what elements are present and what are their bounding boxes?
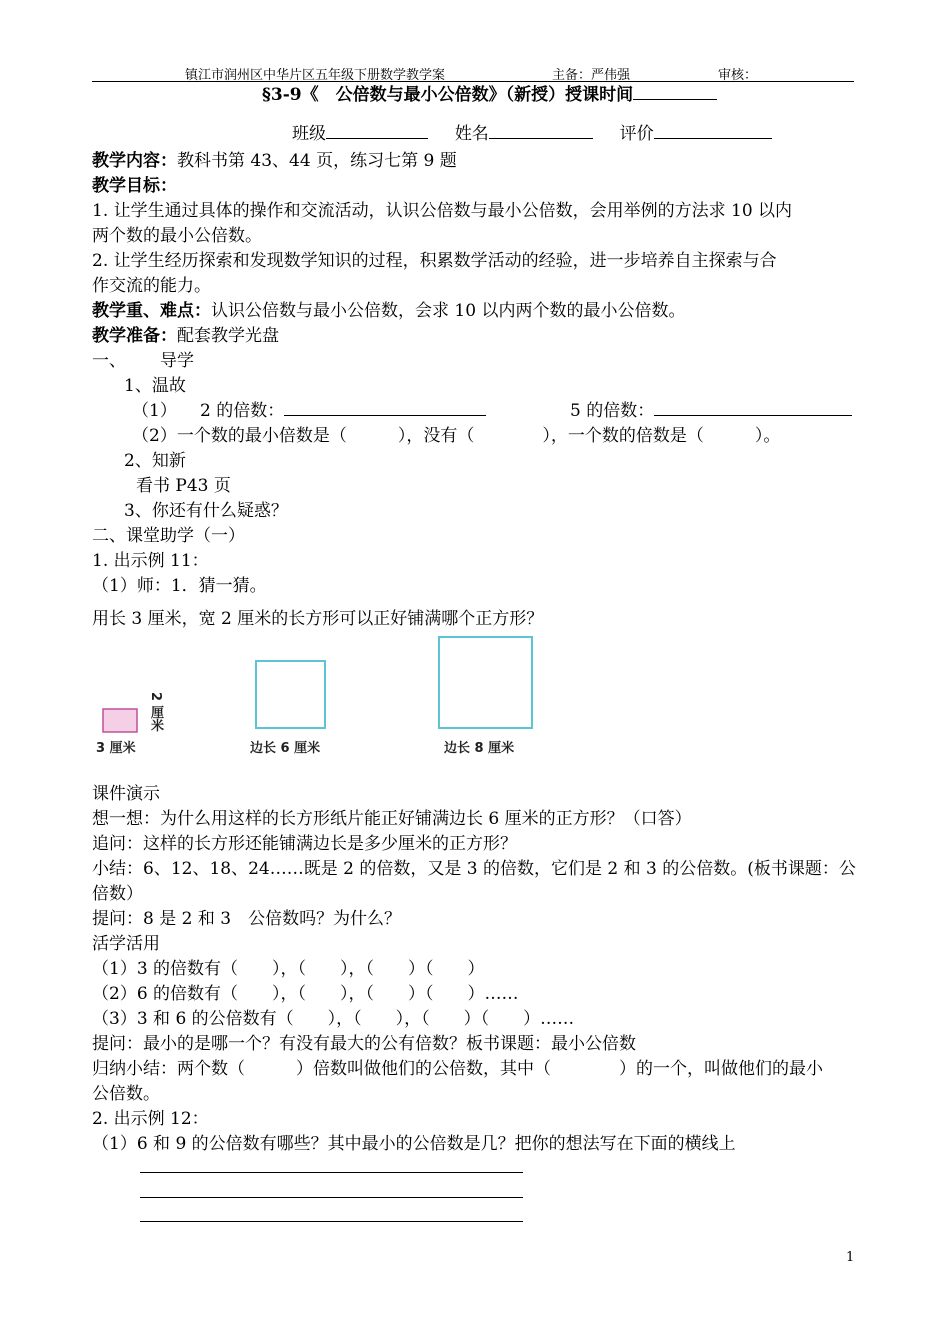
header-rule [92,81,854,82]
lesson-time-blank [633,99,717,100]
class-blank [326,138,428,139]
induce-line1: 归纳小结：两个数（ ）倍数叫做他们的公倍数，其中（ ）的一个，叫做他们的最小 [92,1059,823,1079]
square-side-6 [256,661,325,728]
grade-blank [654,138,772,139]
example-12: 2. 出示例 12： [92,1109,209,1129]
section1-heading: 导学 [160,351,194,371]
goals-label: 教学目标： [92,176,177,196]
answer-line-2[interactable] [140,1197,523,1198]
answer-line-3[interactable] [140,1221,523,1222]
think: 想一想：为什么用这样的长方形纸片能正好铺满边长 6 厘米的正方形？（口答） [92,809,692,829]
read-book: 看书 P43 页 [136,476,231,496]
ask-8: 提问：8 是 2 和 3 公倍数吗？为什么？ [92,909,402,929]
name-label: 姓名 [454,124,489,144]
teaching-content: 教学内容：教科书第 43、44 页，练习七第 9 题 [92,151,457,171]
practice-3: （3）3 和 6 的公倍数有（ ），（ ），（ ）（ ）…… [92,1009,575,1029]
rect-height-label: 2 厘米 [148,692,163,732]
review-label: 1、温故 [124,376,186,396]
guess: （1）师：1．猜一猜。 [92,576,267,596]
q1-multiples-of-5: 5 的倍数： [570,400,852,422]
q1-num: （1） [132,401,177,421]
goal1-line1: 1. 让学生通过具体的操作和交流活动，认识公倍数与最小公倍数，会用举例的方法求 10 以内 [92,201,793,221]
ask-minimum: 提问：最小的是哪一个？有没有最大的公有倍数？板书课题：最小公倍数 [92,1034,636,1054]
example-11: 1. 出示例 11： [92,551,209,571]
goal2-line1: 2. 让学生经历探索和发现数学知识的过程，积累数学活动的经验，进一步培养自主探索与合 [92,251,777,271]
q2: （2）一个数的最小倍数是（ ），没有（ ），一个数的倍数是（ ）。 [132,426,781,446]
page-number: 1 [846,1250,855,1265]
blank-multiples-5 [654,415,852,416]
courseware-demo: 课件演示 [92,784,160,804]
follow-up: 追问：这样的长方形还能铺满边长是多少厘米的正方形？ [92,834,517,854]
example-12-question: （1）6 和 9 的公倍数有哪些？其中最小的公倍数是几？把你的想法写在下面的横线上 [92,1134,736,1154]
section1-heading-num: 一、 [92,351,126,371]
teaching-prep: 教学准备：配套教学光盘 [92,326,279,346]
practice-1: （1）3 的倍数有（ ），（ ），（ ）（ ） [92,959,485,979]
goal2-line2: 作交流的能力。 [92,276,211,296]
induce-line2: 公倍数。 [92,1084,160,1104]
header-reviewer: 审核： [718,68,758,83]
summary-line1: 小结：6、12、18、24……既是 2 的倍数，又是 3 的倍数，它们是 2 和 3 的公倍数。(板书课题：公 [92,859,856,879]
blank-multiples-2 [284,415,486,416]
practice-label: 活学活用 [92,934,160,954]
answer-line-1[interactable] [140,1172,523,1173]
new-label: 2、知新 [124,451,186,471]
name-blank [489,138,593,139]
key-points: 教学重、难点：认识公倍数与最小公倍数，会求 10 以内两个数的最小公倍数。 [92,301,686,321]
square6-label: 边长 6 厘米 [250,741,321,756]
goal1-line2: 两个数的最小公倍数。 [92,226,262,246]
q1-multiples-of-2: 2 的倍数： [200,400,486,422]
lesson-title: §3-9《 公倍数与最小公倍数》（新授）授课时间 [262,84,717,106]
summary-line2: 倍数） [92,884,143,904]
grade-label: 评价 [619,124,654,144]
header-school: 镇江市润州区中华片区五年级下册数学教学案 [185,68,446,83]
square8-label: 边长 8 厘米 [444,741,515,756]
tiling-question: 用长 3 厘米，宽 2 厘米的长方形可以正好铺满哪个正方形？ [92,609,544,629]
rectangle-3x2 [103,709,137,732]
practice-2: （2）6 的倍数有（ ），（ ），（ ）（ ）…… [92,984,519,1004]
student-info [292,123,772,145]
rect-width-label: 3 厘米 [96,741,136,756]
section2-heading: 二、课堂助学（一） [92,526,245,546]
square-side-8 [439,637,532,728]
doubt: 3、你还有什么疑惑？ [124,501,288,521]
class-label: 班级 [292,124,326,144]
header-preparer: 主备：严伟强 [552,68,631,83]
